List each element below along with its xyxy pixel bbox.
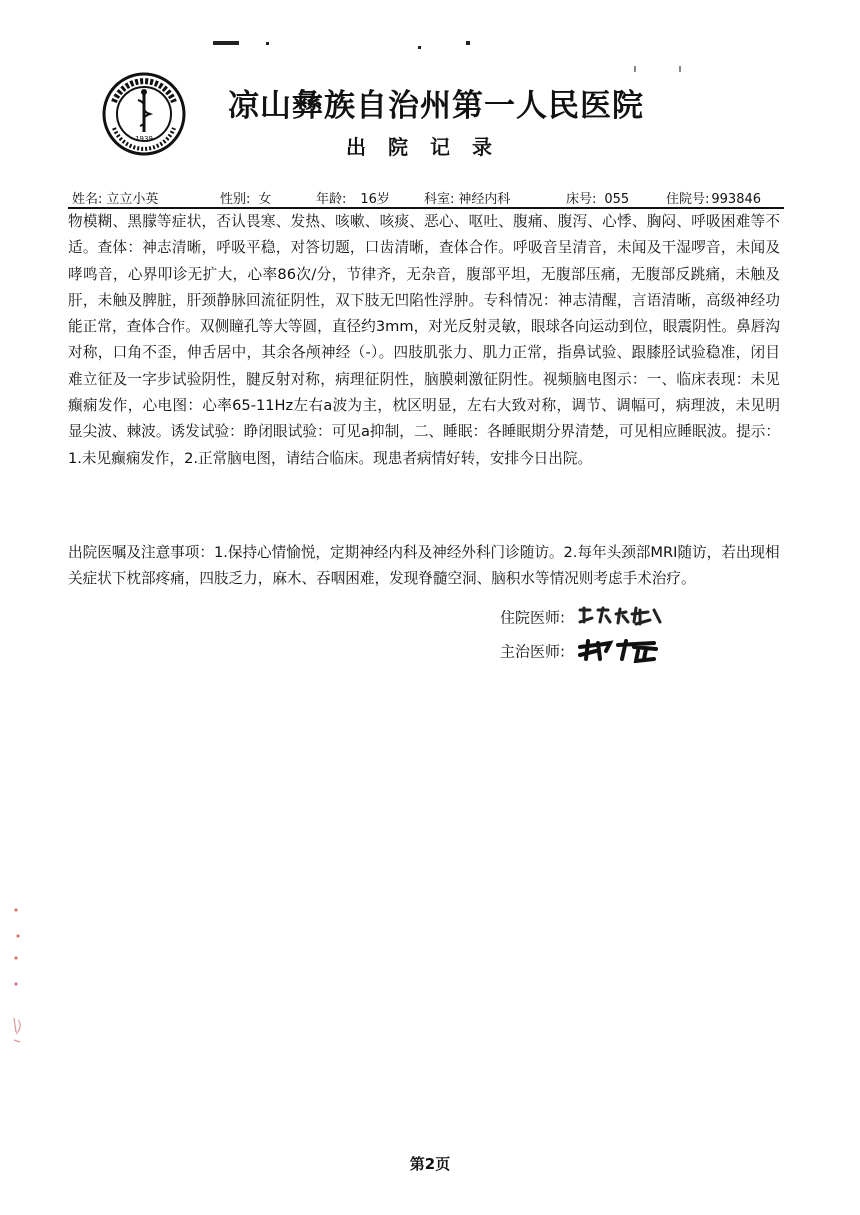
page-number: 第2页: [409, 1155, 451, 1173]
age-value: 16岁: [360, 192, 390, 207]
scan-margin-mark-icon: [6, 900, 30, 1060]
admission-field: [666, 188, 761, 207]
scan-speck: [266, 42, 269, 45]
dept-value: 神经内科: [458, 192, 511, 207]
sex-field: [220, 188, 271, 207]
hospital-seal-icon: [102, 72, 186, 156]
scan-speck: [418, 46, 421, 49]
handwritten-signature-icon: [576, 637, 660, 663]
record-body: [68, 209, 780, 472]
document-title: 出院记录: [346, 135, 514, 159]
dept-label: 科室:: [424, 192, 455, 207]
dept-field: [424, 188, 510, 207]
scan-speck: [213, 41, 239, 45]
resident-label: 住院医师:: [500, 608, 566, 627]
resident-signature-row: [500, 604, 664, 632]
scan-speck: [466, 41, 470, 45]
admission-label: 住院号:: [666, 192, 710, 207]
instructions-text: 出院医嘱及注意事项：1.保持心情愉悦，定期神经内科及神经外科门诊随访。2.每年头颈部MRI随访，若出现相关症状下枕部疼痛，四肢乏力，麻木、吞咽困难，发现脊髓空洞、脑积水等情况则考虑手术治疗。: [68, 544, 780, 588]
bed-value: 055: [604, 192, 630, 207]
svg-text:1939: 1939: [135, 135, 153, 143]
age-label: 年龄:: [316, 192, 347, 207]
admission-value: 993846: [711, 192, 762, 207]
handwritten-signature-icon: [576, 604, 664, 628]
name-field: [72, 188, 158, 207]
scan-speck: [634, 66, 636, 72]
record-paragraph: 物模糊、黑朦等症状，否认畏寒、发热、咳嗽、咳痰、恶心、呕吐、腹痛、腹泻、心悸、胸闷、呼吸困难等不适。查体：神志清晰，呼吸平稳，对答切题，口齿清晰，查体合作。呼吸音呈清音，未闻及干湿啰音，未闻及哮鸣音，心界叩诊无扩大，心率86次/分，节律齐，无杂音，腹部平坦，无腹部压痛，无腹部反跳痛，未触及肝，未触及脾脏，肝颈静脉回流征阴性，双下肢无凹陷性浮肿。专科情况：神志清醒，言语清晰，高级神经功能正常，查体合作。双侧瞳孔等大等圆，直径约3mm，对光反射灵敏，眼球各向运动到位，眼震阴性。鼻唇沟对称，口角不歪，伸舌居中，其余各颅神经（-）。四肢肌张力、肌力正常，指鼻试验、跟膝胫试验稳准，闭目难立征及一字步试验阴性，腱反射对称，病理征阴性，脑膜刺激征阴性。视频脑电图示：一、临床表现：未见癫痫发作，心电图：心率65-11Hz左右a波为主，枕区明显，左右大致对称，调节、调幅可，病理波，未见明显尖波、棘波。诱发试验：睁闭眼试验：可见a抑制，二、睡眠：各睡眠期分界清楚，可见相应睡眠波。提示：1.未见癫痫发作，2.正常脑电图，请结合临床。现患者病情好转，安排今日出院。: [68, 213, 780, 467]
name-value: 立立小英: [106, 192, 159, 207]
patient-info-bar: [68, 186, 784, 206]
age-field: [316, 188, 390, 207]
attending-signature-row: [500, 637, 660, 667]
hospital-logo: [102, 72, 186, 156]
bed-label: 床号:: [566, 192, 597, 207]
discharge-instructions: [68, 540, 780, 593]
resident-signature: [576, 604, 664, 632]
attending-signature: [576, 637, 660, 667]
sex-value: 女: [258, 192, 272, 207]
sex-label: 性别:: [220, 192, 251, 207]
margin-marks: [6, 900, 30, 1060]
scan-speck: [679, 66, 681, 72]
bed-field: [566, 188, 629, 207]
name-label: 姓名:: [72, 192, 103, 207]
attending-label: 主治医师:: [500, 642, 566, 661]
hospital-name: 凉山彝族自治州第一人民医院: [228, 88, 644, 124]
